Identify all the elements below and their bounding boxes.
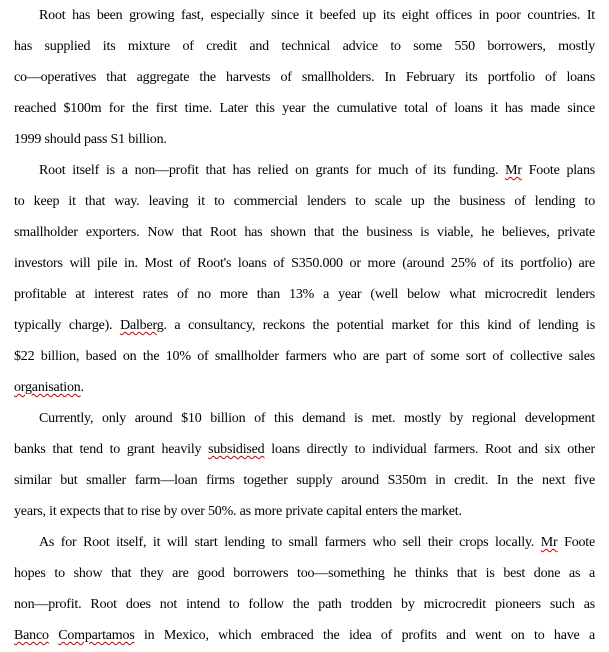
text-segment: . <box>80 380 84 395</box>
text-segment <box>49 628 58 643</box>
misspelled-word: subsidised <box>208 442 265 457</box>
text-segment: typically charge). <box>14 318 121 333</box>
misspelled-word: Mr <box>540 535 558 550</box>
text-segment: smallholder exporters. Now that Root has shown that the business is viable, he believes, private <box>14 225 595 240</box>
misspelled-word: Compartamos <box>58 628 135 643</box>
text-line <box>14 372 595 403</box>
text-line <box>14 310 595 341</box>
misspelled-word: organisation <box>14 380 81 395</box>
text-line <box>14 62 595 93</box>
text-segment: banks that tend to grant heavily <box>14 442 209 457</box>
text-segment: co—operatives that aggregate the harvests of smallholders. In February its portfolio of loans <box>14 70 595 85</box>
text-line <box>14 589 595 620</box>
misspelled-word: Dalberg <box>120 318 164 333</box>
text-line <box>14 527 595 558</box>
text-line <box>14 248 595 279</box>
text-segment: investors will pile in. Most of Root's loans of S350.000 or more (around 25% of its portfolio) are <box>14 256 595 271</box>
text-segment: hopes to show that they are good borrowers too—something he thinks that is best done as a <box>14 566 595 581</box>
text-line <box>14 279 595 310</box>
text-line <box>14 93 595 124</box>
text-line <box>14 155 595 186</box>
text-line <box>14 217 595 248</box>
text-line <box>14 620 595 651</box>
text-segment: has supplied its mixture of credit and technical advice to some 550 borrowers, mostly <box>14 39 595 54</box>
text-segment: reached $100m for the first time. Later this year the cumulative total of loans it has made since <box>14 101 595 116</box>
text-segment: Foote <box>557 535 595 550</box>
text-segment: Root has been growing fast, especially since it beefed up its eight offices in poor countries. It <box>39 8 595 23</box>
text-segment: $22 billion, based on the 10% of smallholder farmers who are part of some sort of collective sales <box>14 349 595 364</box>
text-segment: in Mexico, which embraced the idea of profits and went on to have a <box>134 628 595 643</box>
text-segment: Foote plans <box>521 163 595 178</box>
text-line <box>14 341 595 372</box>
text-line <box>14 403 595 434</box>
text-line <box>14 31 595 62</box>
text-line <box>14 558 595 589</box>
text-segment: Currently, only around $10 billion of this demand is met. mostly by regional development <box>39 411 595 426</box>
text-line <box>14 496 595 527</box>
text-segment: non—profit. Root does not intend to follow the path trodden by microcredit pioneers such as <box>14 597 595 612</box>
text-segment: similar but smaller farm—loan firms together supply around S350m in credit. In the next five <box>14 473 595 488</box>
text-line <box>14 186 595 217</box>
text-segment: loans directly to individual farmers. Root and six other <box>264 442 595 457</box>
text-segment: Root itself is a non—profit that has relied on grants for much of its funding. <box>39 163 506 178</box>
text-segment: . a consultancy, reckons the potential market for this kind of lending is <box>163 318 595 333</box>
misspelled-word: Mr <box>505 163 522 178</box>
text-segment: profitable at interest rates of no more than 13% a year (well below what microcredit lenders <box>14 287 595 302</box>
text-line <box>14 434 595 465</box>
text-line <box>14 465 595 496</box>
document-text <box>14 0 595 651</box>
misspelled-word: Banco <box>14 628 49 643</box>
text-line <box>14 124 595 155</box>
text-segment: years, it expects that to rise by over 50%. as more private capital enters the market. <box>14 504 462 519</box>
text-segment: to keep it that way. leaving it to commercial lenders to scale up the business of lending to <box>14 194 595 209</box>
text-segment: 1999 should pass S1 billion. <box>14 132 167 147</box>
text-segment: As for Root itself, it will start lending to small farmers who sell their crops locally. <box>39 535 541 550</box>
text-line <box>14 0 595 31</box>
